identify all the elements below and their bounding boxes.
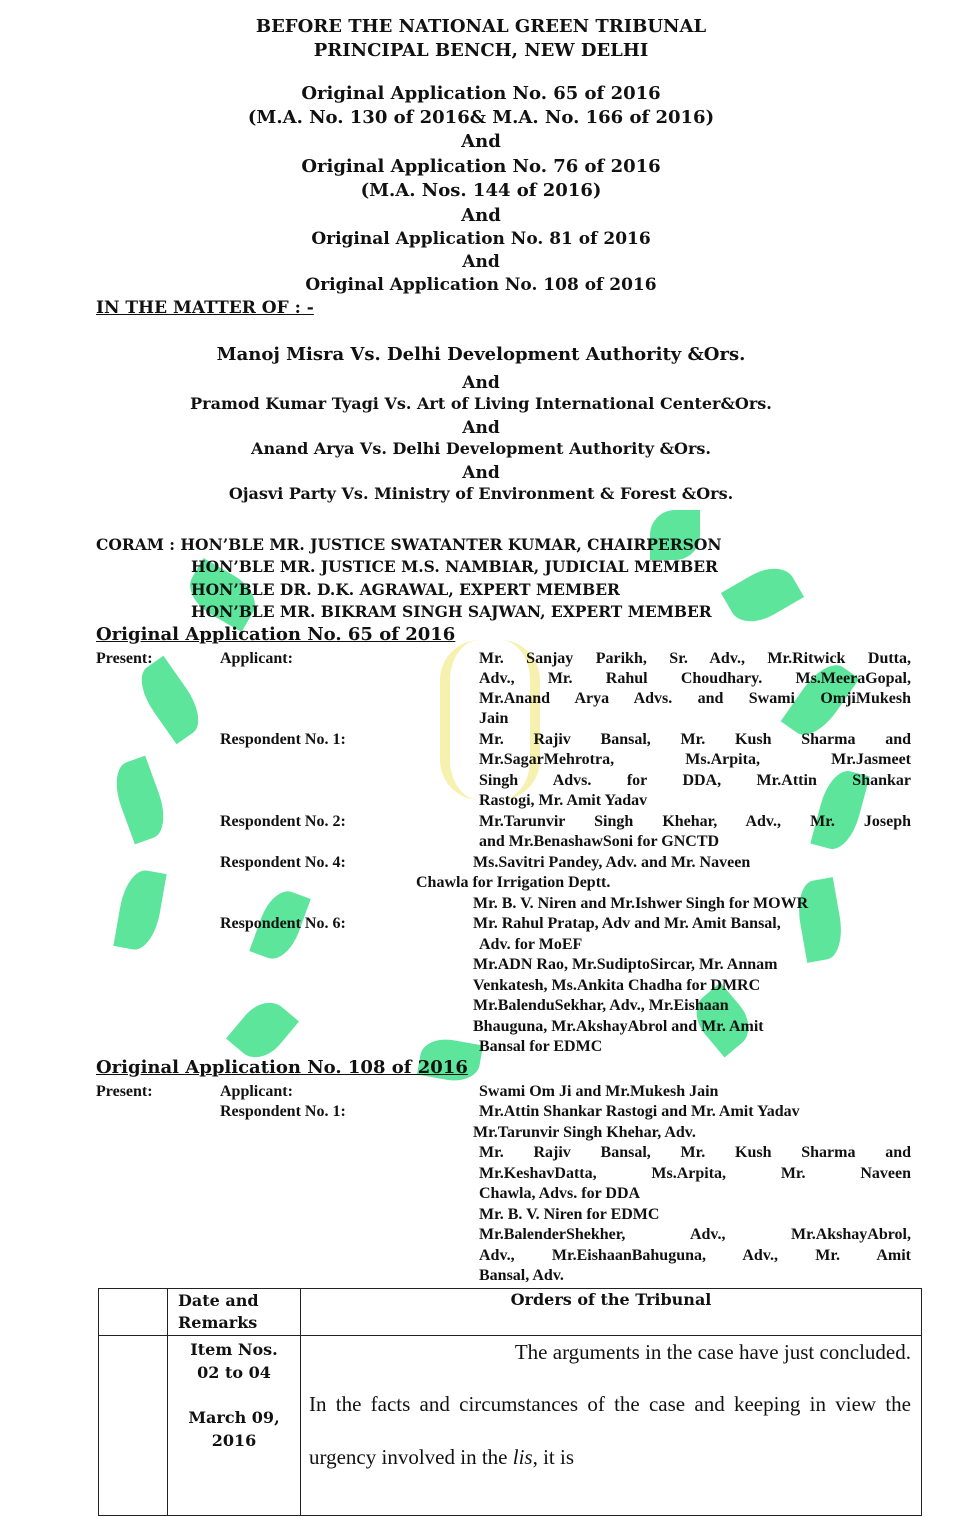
present-label: Present: bbox=[96, 1083, 153, 1100]
counsel-line: Bhauguna, Mr.AkshayAbrol and Mr. Amit bbox=[473, 1018, 764, 1035]
counsel-line: Rastogi, Mr. Amit Yadav bbox=[479, 792, 648, 809]
application-line: Original Application No. 76 of 2016 bbox=[301, 156, 661, 177]
party-line: And bbox=[462, 418, 500, 438]
counsel-label: Respondent No. 2: bbox=[220, 813, 346, 830]
counsel-label: Applicant: bbox=[220, 1083, 293, 1100]
counsel-line: Bansal for EDMC bbox=[479, 1038, 603, 1055]
order-date: March 09, 2016 bbox=[188, 1408, 280, 1450]
oa108-heading: Original Application No. 108 of 2016 bbox=[96, 1057, 468, 1078]
application-line: Original Application No. 81 of 2016 bbox=[311, 229, 651, 249]
application-line: Original Application No. 108 of 2016 bbox=[305, 275, 657, 295]
counsel-line: Jain bbox=[479, 710, 509, 727]
blank-cell bbox=[99, 1336, 168, 1516]
bench-name: PRINCIPAL BENCH, NEW DELHI bbox=[313, 40, 649, 61]
counsel-line: Mr. Rajiv Bansal, Mr. Kush Sharma and bbox=[479, 1144, 911, 1161]
orders-table bbox=[98, 1288, 922, 1516]
counsel-line: Mr.BalenderShekher, Adv., Mr.AkshayAbrol, bbox=[479, 1226, 911, 1243]
leaf-icon bbox=[113, 867, 166, 953]
counsel-line: Adv., Mr. Rahul Choudhary. Ms.MeeraGopal, bbox=[479, 670, 911, 687]
counsel-line: Adv., Mr.EishaanBahuguna, Adv., Mr. Amit bbox=[479, 1247, 911, 1264]
party-line: Manoj Misra Vs. Delhi Development Authority &Ors. bbox=[216, 344, 746, 365]
orders-header: Orders of the Tribunal bbox=[301, 1289, 922, 1336]
leaf-icon bbox=[108, 756, 173, 845]
counsel-label: Respondent No. 1: bbox=[220, 731, 346, 748]
counsel-line: Mr.Anand Arya Advs. and Swami OmjiMukesh bbox=[479, 690, 911, 707]
counsel-line: Chawla for Irrigation Deptt. bbox=[416, 874, 611, 891]
application-line: (M.A. No. 130 of 2016& M.A. No. 166 of 2016) bbox=[247, 107, 715, 128]
counsel-line: Adv. for MoEF bbox=[479, 936, 583, 953]
date-remarks-header: Date and Remarks bbox=[168, 1289, 301, 1336]
counsel-line: Mr.KeshavDatta, Ms.Arpita, Mr. Naveen bbox=[479, 1165, 911, 1182]
counsel-line: Mr. Rahul Pratap, Adv and Mr. Amit Bansal, bbox=[473, 915, 781, 932]
party-line: Ojasvi Party Vs. Ministry of Environment & Forest &Ors. bbox=[228, 484, 734, 503]
order-text-cell bbox=[301, 1336, 922, 1516]
counsel-line: Bansal, Adv. bbox=[479, 1267, 564, 1284]
counsel-line: Mr.BalenduSekhar, Adv., Mr.Eishaan bbox=[473, 997, 729, 1014]
counsel-line: Mr. B. V. Niren for EDMC bbox=[479, 1206, 660, 1223]
party-line: Pramod Kumar Tyagi Vs. Art of Living International Center&Ors. bbox=[190, 394, 772, 413]
order-paragraph-1: The arguments in the case have just concluded. bbox=[514, 1340, 911, 1364]
counsel-label: Applicant: bbox=[220, 650, 293, 667]
in-the-matter-of: IN THE MATTER OF : - bbox=[96, 298, 314, 318]
counsel-line: Mr. Sanjay Parikh, Sr. Adv., Mr.Ritwick Dutta, bbox=[479, 650, 911, 667]
party-line: And bbox=[462, 463, 500, 483]
application-line: And bbox=[462, 252, 500, 272]
counsel-line: Ms.Savitri Pandey, Adv. and Mr. Naveen bbox=[473, 854, 751, 871]
counsel-line: and Mr.BenashawSoni for GNCTD bbox=[479, 833, 720, 850]
counsel-label: Respondent No. 6: bbox=[220, 915, 346, 932]
counsel-label: Respondent No. 1: bbox=[220, 1103, 346, 1120]
counsel-line: Mr.Attin Shankar Rastogi and Mr. Amit Yadav bbox=[479, 1103, 800, 1120]
counsel-line: Mr. Rajiv Bansal, Mr. Kush Sharma and bbox=[479, 731, 911, 748]
court-name: BEFORE THE NATIONAL GREEN TRIBUNAL bbox=[255, 16, 707, 37]
counsel-line: Mr.SagarMehrotra, Ms.Arpita, Mr.Jasmeet bbox=[479, 751, 911, 768]
leaf-icon bbox=[721, 558, 804, 632]
coram-line: CORAM : HON’BLE MR. JUSTICE SWATANTER KUMAR, CHAIRPERSON bbox=[96, 535, 722, 554]
oa65-heading: Original Application No. 65 of 2016 bbox=[96, 624, 456, 645]
blank-cell bbox=[99, 1289, 168, 1336]
leaf-icon bbox=[131, 656, 210, 744]
counsel-line: Venkatesh, Ms.Ankita Chadha for DMRC bbox=[473, 977, 761, 994]
counsel-label: Respondent No. 4: bbox=[220, 854, 346, 871]
counsel-line: Mr.Tarunvir Singh Khehar, Adv., Mr. Joseph bbox=[479, 813, 911, 830]
application-line: And bbox=[461, 205, 501, 226]
application-line: Original Application No. 65 of 2016 bbox=[301, 83, 661, 104]
present-label: Present: bbox=[96, 650, 153, 667]
counsel-line: Singh Advs. for DDA, Mr.Attin Shankar bbox=[479, 772, 911, 789]
item-date-cell bbox=[168, 1336, 301, 1516]
item-nos: Item Nos. 02 to 04 bbox=[190, 1340, 278, 1382]
application-line: (M.A. Nos. 144 of 2016) bbox=[360, 180, 602, 201]
coram-line: HON’BLE MR. BIKRAM SINGH SAJWAN, EXPERT MEMBER bbox=[191, 602, 712, 621]
leaf-icon bbox=[793, 877, 846, 963]
counsel-line: Swami Om Ji and Mr.Mukesh Jain bbox=[479, 1083, 719, 1100]
party-line: Anand Arya Vs. Delhi Development Authority &Ors. bbox=[251, 439, 711, 458]
order-paragraph-2: In the facts and circumstances of the case and keeping in view the urgency involved in the lis, it is bbox=[309, 1392, 911, 1469]
application-line: And bbox=[461, 131, 501, 152]
counsel-line: Mr.Tarunvir Singh Khehar, Adv. bbox=[473, 1124, 696, 1141]
counsel-line: Mr.ADN Rao, Mr.SudiptoSircar, Mr. Annam bbox=[473, 956, 778, 973]
coram-line: HON’BLE DR. D.K. AGRAWAL, EXPERT MEMBER bbox=[191, 580, 620, 599]
party-line: And bbox=[462, 373, 500, 393]
coram-line: HON’BLE MR. JUSTICE M.S. NAMBIAR, JUDICIAL MEMBER bbox=[191, 557, 718, 576]
counsel-line: Mr. B. V. Niren and Mr.Ishwer Singh for MOWR bbox=[473, 895, 809, 912]
counsel-line: Chawla, Advs. for DDA bbox=[479, 1185, 641, 1202]
